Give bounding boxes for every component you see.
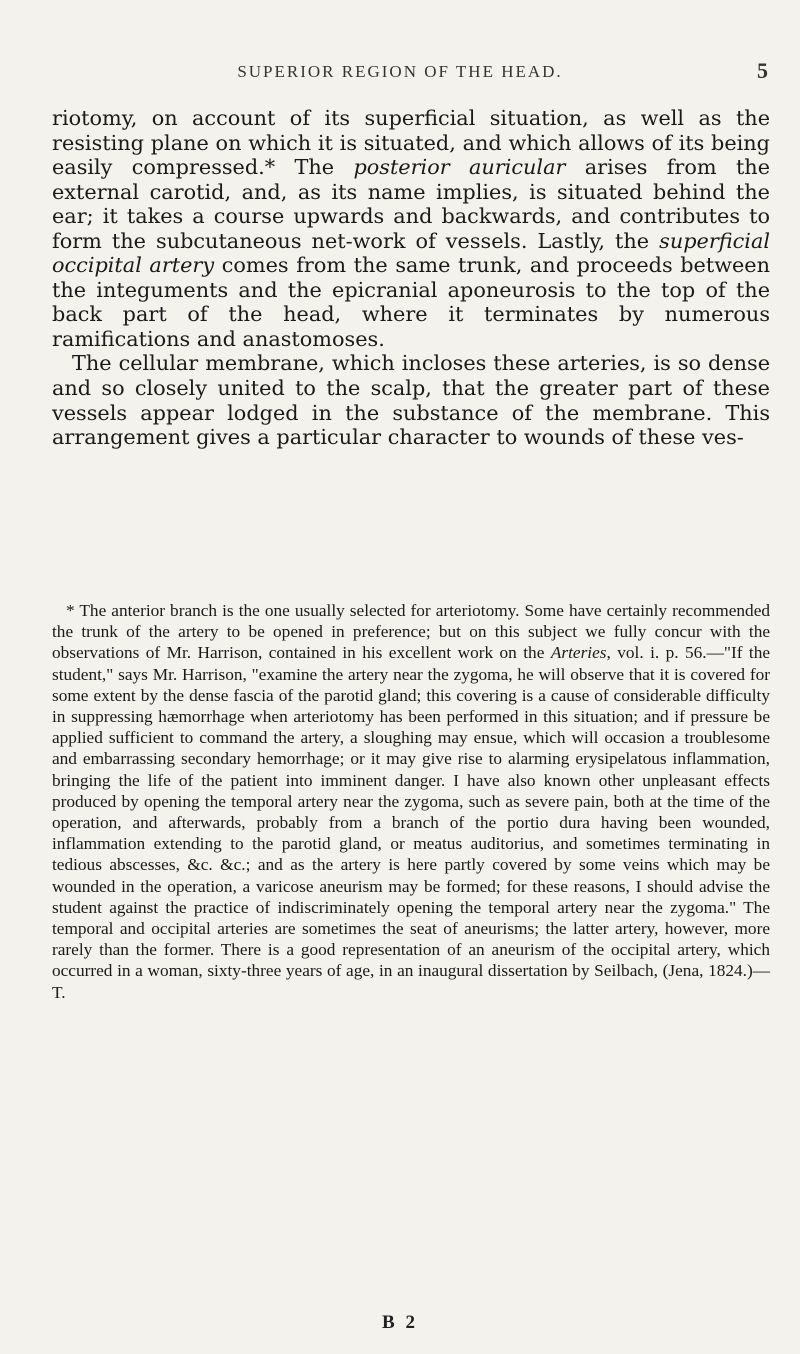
running-head: [0, 58, 800, 86]
signature-mark: B 2: [382, 1312, 418, 1333]
running-title: SUPERIOR REGION OF THE HEAD.: [237, 62, 563, 81]
main-text: [52, 106, 770, 450]
footnote-text-a: * The anterior branch is the one usually selected for arteriotomy. Some have certainly recommended the trunk of the artery to be opened in preference; but on this subject we fully concur with the observations of Mr. Harrison, contained in his excellent work on the: [52, 601, 770, 663]
p1-text-c: comes from the same trunk, and proceeds between the integuments and the epicranial aponeurosis to the top of the back part of the head, where it terminates by numerous ramifications and anastomoses.: [52, 253, 770, 351]
superficial-occipital-term: superficial occipital artery: [52, 228, 770, 278]
p1-text-a: riotomy, on account of its superficial situation, as well as the resisting plane on which it is situated, and which allows of its being easily compressed.* The: [52, 106, 770, 180]
posterior-auricular-term: posterior auricular: [353, 155, 566, 180]
page-number: 5: [757, 58, 768, 83]
paragraph-2: The cellular membrane, which incloses these arteries, is so dense and so closely united to the scalp, that the greater part of these vessels appear lodged in the substance of the membrane. This arrangement gives a particular character to wounds of these ves-: [52, 351, 770, 450]
footnote-paragraph: [52, 600, 770, 1003]
footnote: [52, 600, 770, 1003]
paragraph-1: [52, 106, 770, 351]
footnote-text-b: , vol. i. p. 56.—"If the student," says Mr. Harrison, "examine the artery near the zygoma, he will observe that it is covered for some extent by the dense fascia of the parotid gland; this covering is a cause of considerable difficulty in suppressing hæmorrhage when arteriotomy has been performed in this situation; and if pressure be applied sufficient to command the artery, a sloughing may ensue, which will occasion a troublesome and embarrassing secondary hemorrhage; or it may give rise to alarming erysipelatous inflammation, bringing the life of the patient into imminent danger. I have also known other unpleasant effects produced by opening the temporal artery near the zygoma, such as severe pain, both at the time of the operation, and afterwards, probably from a branch of the portio dura having been wounded, inflammation extending to the parotid gland, or meatus auditorius, and sometimes terminating in tedious abscesses, &c. &c.; and as the artery is here partly covered by some veins which may be wounded in the operation, a varicose aneurism may be formed; for these reasons, I should advise the student against the practice of indiscriminately opening the temporal artery near the zygoma." The temporal and occipital arteries are sometimes the seat of aneurisms; the latter artery, however, more rarely than the former. There is a good representation of an aneurism of the occipital artery, which occurred in a woman, sixty-three years of age, in an inaugural dissertation by Seilbach, (Jena, 1824.)—T.: [52, 643, 771, 1002]
p1-text-b: arises from the external carotid, and, as its name implies, is situated behind the ear; it takes a course upwards and backwards, and contributes to form the subcutaneous net-work of vessels. Lastly, the: [52, 155, 771, 253]
arteries-title: Arteries: [550, 643, 607, 663]
